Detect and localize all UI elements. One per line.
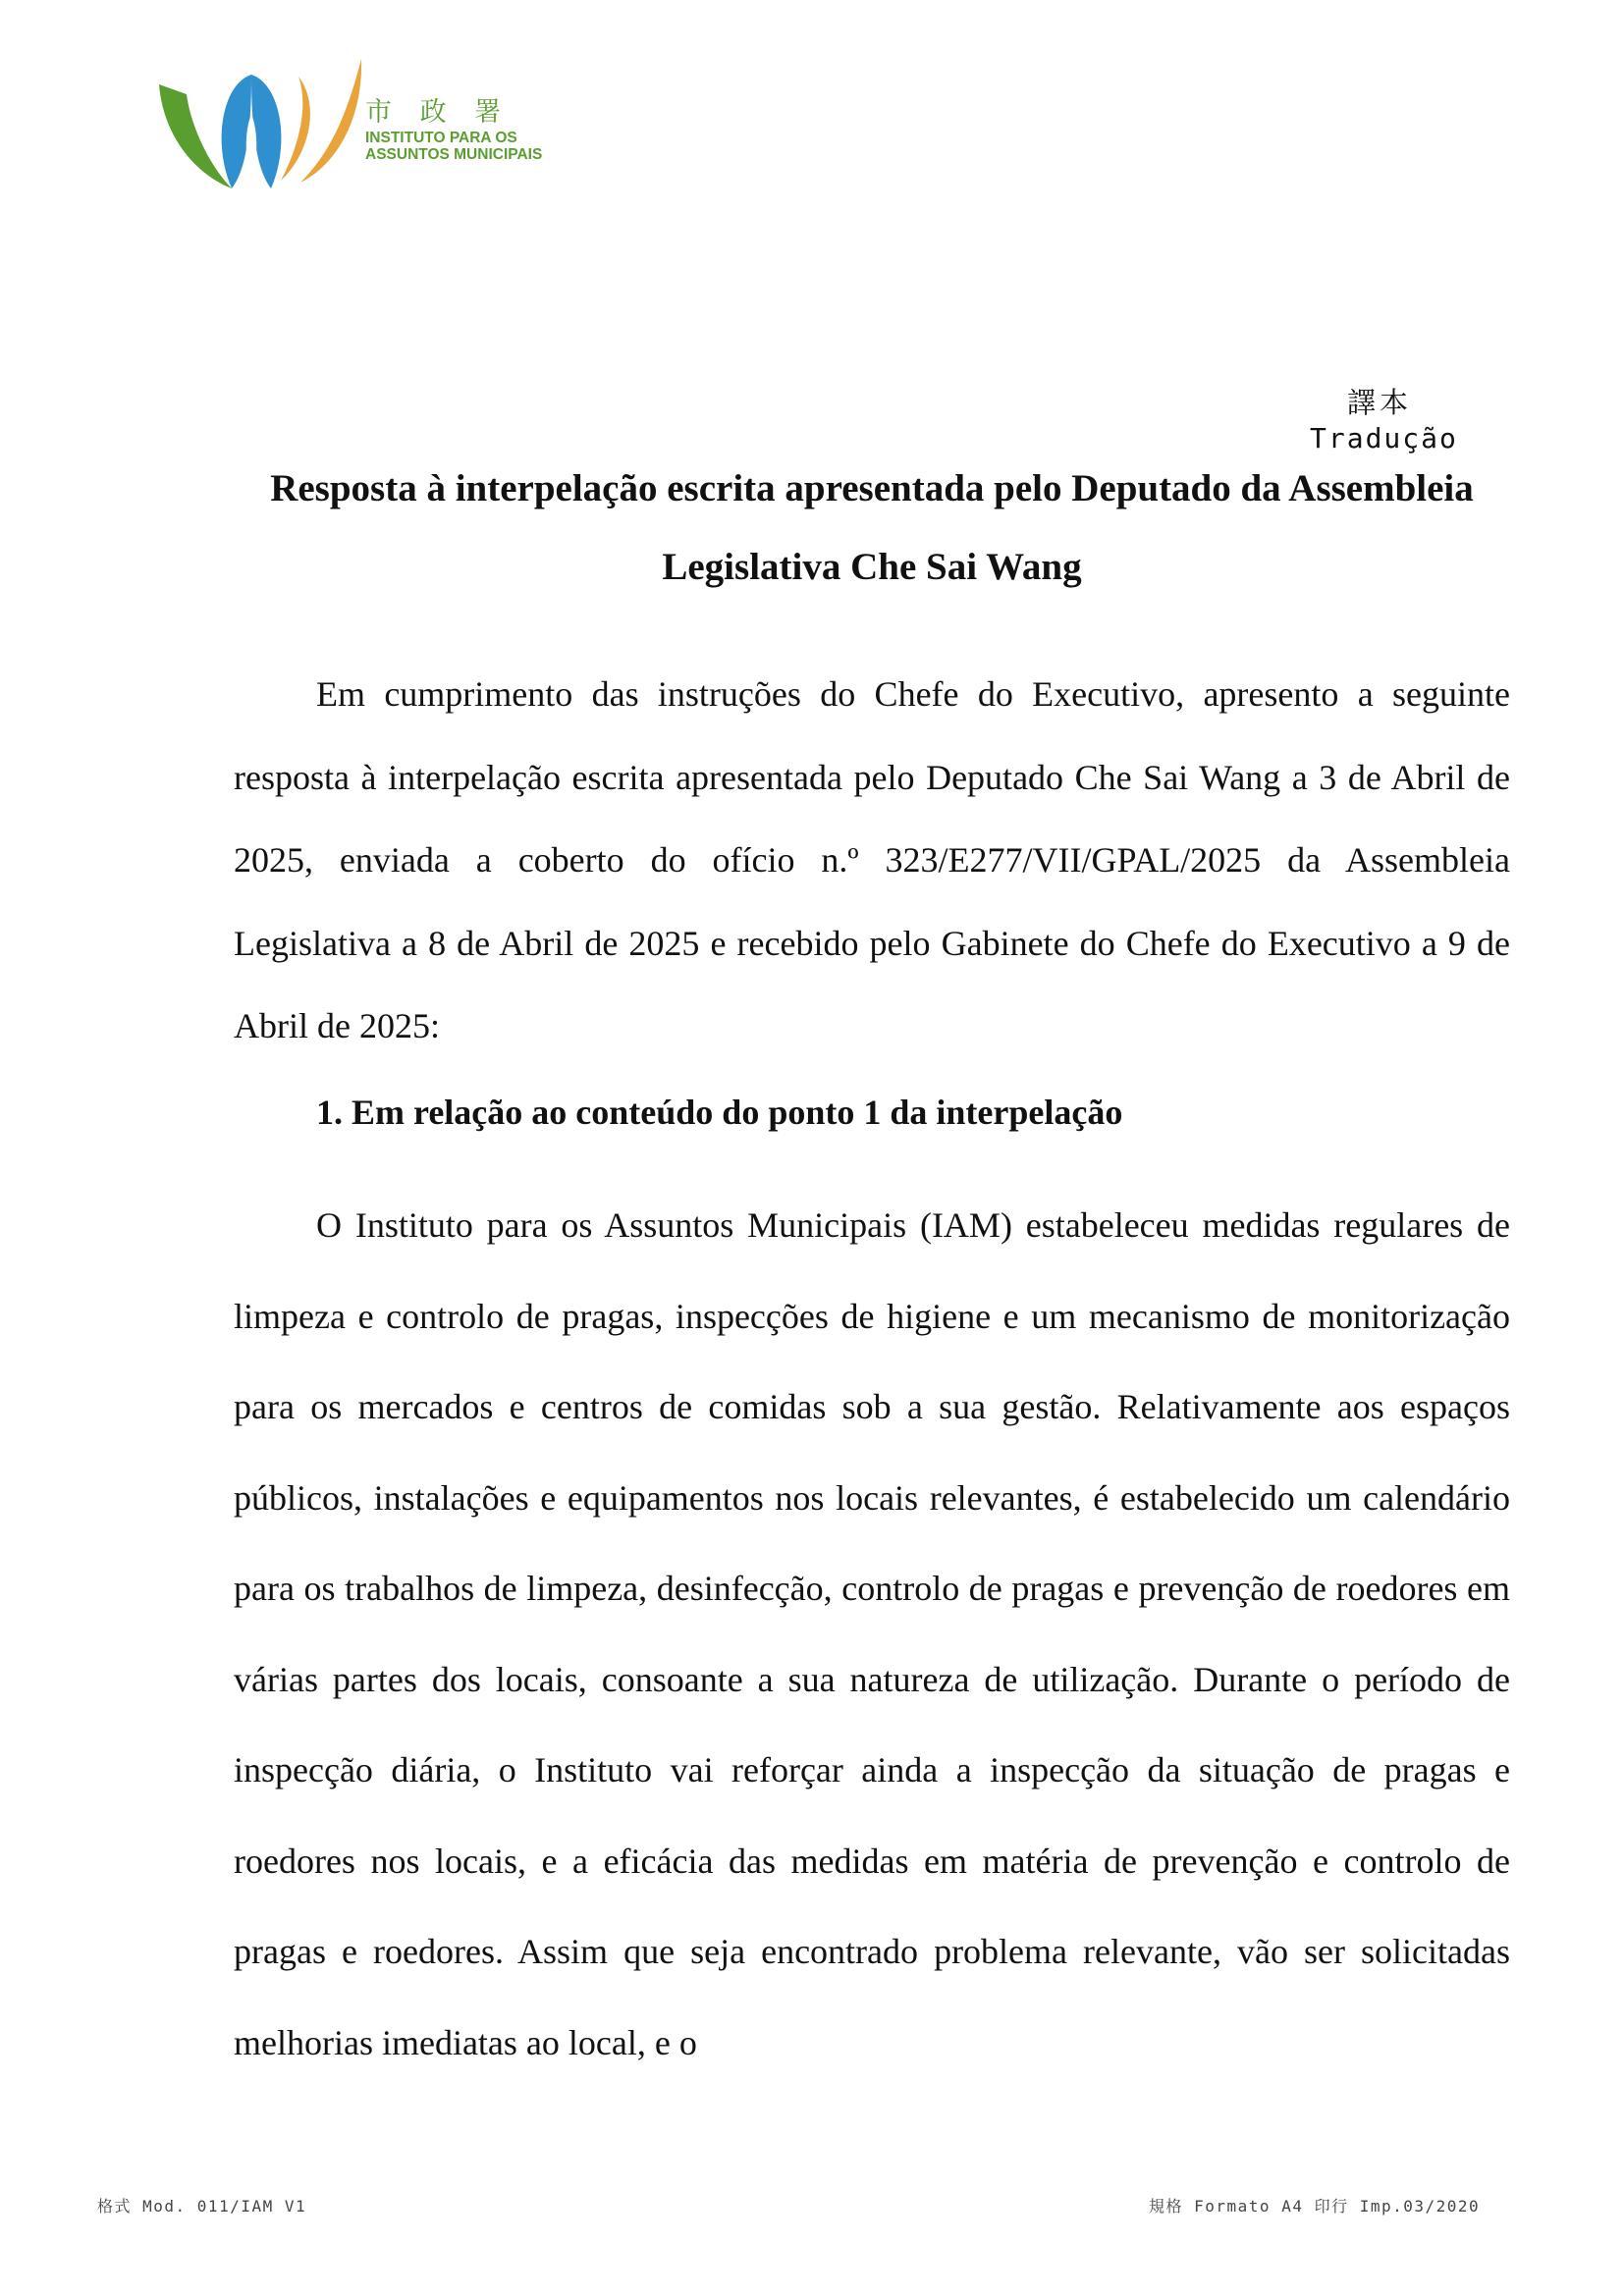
intro-text: Em cumprimento das instruções do Chefe do Executivo, apresento a seguinte resposta à interpelação escrita apresentada pelo Deputado Che Sai Wang a 3 de Abril de 2025, enviada a coberto do ofício n.º 323/E277/VII/GPAL/2025 da Assembleia Legislativa a 8 de Abril de 2025 e recebido pelo Gabinete do Chefe do Executivo a 9 de Abril de 2025: [234,674,1510,1045]
logo-name-line1: INSTITUTO PARA OS [365,130,517,146]
lotus-logo-icon [153,55,364,202]
logo-name-line2: ASSUNTOS MUNICIPAIS [365,146,543,163]
logo-cjk-name: 市 政 署 [365,97,512,128]
section1-paragraph [234,1180,1510,2088]
footer-form-code: 格式 Mod. 011/IAM V1 [97,2197,307,2216]
logo-text [365,96,542,163]
document-title: Resposta à interpelação escrita apresentada pelo Deputado da Assembleia Legislativa Che Sai Wang [270,467,1474,588]
footer-format: 規格 Formato A4 印行 Imp.03/2020 [1149,2197,1481,2216]
translation-mark-cjk: 譯本 [1347,386,1413,419]
section1-text: O Instituto para os Assuntos Municipais (IAM) estabeleceu medidas regulares de limpeza e controlo de pragas, inspecções de higiene e um mecanismo de monitorização para os mercados e centros de comidas sob a sua gestão. Relativamente aos espaços públicos, instalações e equipamentos nos locais relevantes, é estabelecido um calendário para os trabalhos de limpeza, desinfecção, controlo de pragas e prevenção de roedores em várias partes dos locais, consoante a sua natureza de utilização. Durante o período de inspecção diária, o Instituto vai reforçar ainda a inspecção da situação de pragas e roedores nos locais, e a eficácia das medidas em matéria de prevenção e controlo de pragas e roedores. Assim que seja encontrado problema relevante, vão ser solicitadas melhorias imediatas ao local, e o [234,1205,1510,2062]
translation-mark-pt: Tradução [1310,422,1458,454]
intro-paragraph [234,653,1510,1068]
section1-heading: 1. Em relação ao conteúdo do ponto 1 da interpelação [316,1093,1123,1132]
